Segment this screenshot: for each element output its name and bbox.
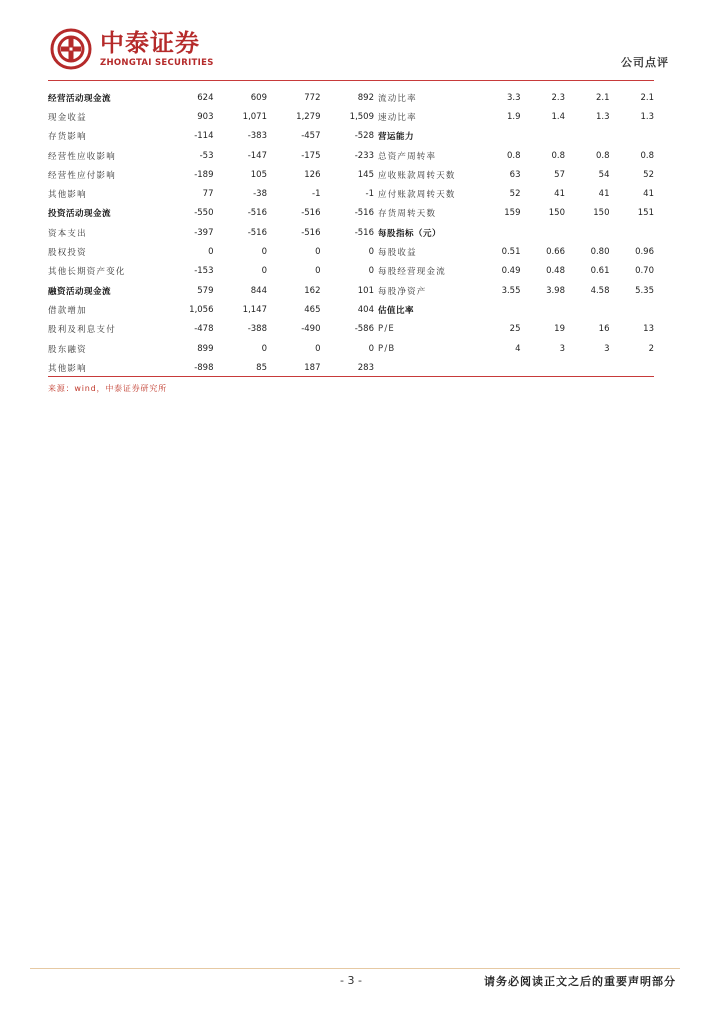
table-row — [374, 320, 654, 339]
cell-value: 772 — [304, 92, 321, 103]
cell-value: -516 — [247, 227, 267, 238]
cell-value: 13 — [643, 324, 654, 335]
cell-value: -490 — [301, 324, 321, 335]
table-row — [48, 300, 374, 319]
row-label: 经营性应付影响 — [48, 170, 116, 181]
cell-value: 0 — [261, 247, 267, 258]
cell-value: 2.1 — [595, 92, 610, 103]
row-label: 存货影响 — [48, 132, 87, 143]
table-row — [48, 339, 374, 358]
cell-value: 52 — [643, 169, 654, 180]
row-label: 每股经营现金流 — [378, 267, 446, 278]
cell-value: 0.8 — [551, 150, 565, 161]
logo-en-text: ZHONGTAI SECURITIES — [100, 57, 214, 68]
row-label: 每股指标（元） — [378, 228, 442, 239]
cell-value: 145 — [357, 169, 374, 180]
cell-value: 105 — [250, 169, 267, 180]
cell-value: 892 — [357, 92, 374, 103]
row-label: 股利及利息支付 — [48, 325, 116, 336]
cell-value: -53 — [199, 150, 214, 161]
cell-value: 3 — [559, 343, 565, 354]
row-label: 速动比率 — [378, 112, 417, 123]
cell-value: 2.3 — [551, 92, 565, 103]
table-row — [48, 358, 374, 377]
cell-value: 101 — [357, 285, 374, 296]
logo-cn-text: 中泰证券 — [100, 28, 200, 57]
cell-value: -1 — [312, 189, 321, 200]
row-label: 经营活动现金流 — [48, 93, 112, 104]
row-label: 股东融资 — [48, 344, 87, 355]
cell-value: 41 — [598, 189, 610, 200]
section-header-row — [48, 88, 374, 107]
cell-value: -516 — [354, 208, 374, 219]
cell-value: 63 — [509, 169, 521, 180]
cell-value: 0 — [315, 343, 321, 354]
cell-value: 0.66 — [546, 247, 565, 258]
table-row — [374, 184, 654, 203]
ratio-table — [374, 88, 654, 358]
cell-value: 0.8 — [640, 150, 654, 161]
table-row — [48, 165, 374, 184]
table-row — [48, 262, 374, 281]
row-label: 流动比率 — [378, 93, 417, 104]
cell-value: 3.55 — [501, 285, 521, 296]
cell-value: 624 — [197, 92, 214, 103]
section-header-row — [48, 281, 374, 300]
report-type-tag: 公司点评 — [621, 56, 669, 69]
row-label: P/E — [378, 324, 395, 335]
cell-value: 0.80 — [590, 247, 610, 258]
table-row — [48, 320, 374, 339]
cell-value: -516 — [301, 208, 321, 219]
cell-value: -383 — [247, 131, 267, 142]
table-row — [48, 146, 374, 165]
footer-divider — [30, 968, 680, 969]
cell-value: 0 — [261, 343, 267, 354]
cell-value: 1.4 — [551, 111, 565, 122]
row-label: 投资活动现金流 — [48, 209, 112, 220]
cell-value: -516 — [247, 208, 267, 219]
table-row — [374, 281, 654, 300]
row-label: 经营性应收影响 — [48, 151, 116, 162]
table-row — [374, 165, 654, 184]
cell-value: 899 — [197, 343, 214, 354]
cell-value: -516 — [301, 227, 321, 238]
cell-value: 85 — [256, 362, 267, 373]
cell-value: 609 — [250, 92, 267, 103]
table-bottom-divider — [48, 376, 654, 377]
cell-value: 0.49 — [501, 266, 521, 277]
cell-value: 150 — [548, 208, 565, 219]
cell-value: 25 — [509, 324, 521, 335]
row-label: P/B — [378, 343, 396, 354]
cell-value: -457 — [301, 131, 321, 142]
section-header-row — [374, 223, 654, 242]
cell-value: -388 — [247, 324, 267, 335]
cell-value: 0 — [368, 247, 374, 258]
financial-tables — [48, 88, 654, 374]
cell-value: -586 — [354, 324, 374, 335]
cell-value: -516 — [354, 227, 374, 238]
cell-value: 151 — [637, 208, 654, 219]
page-header — [0, 0, 724, 82]
cell-value: 1,056 — [189, 304, 214, 315]
cell-value: 187 — [304, 362, 321, 373]
cell-value: -550 — [194, 208, 214, 219]
cell-value: -189 — [194, 169, 214, 180]
table-row — [48, 223, 374, 242]
row-label: 估值比率 — [378, 305, 415, 316]
cell-value: 0 — [315, 266, 321, 277]
cell-value: 0 — [315, 247, 321, 258]
source-note: 来源：wind，中泰证券研究所 — [48, 384, 167, 393]
disclaimer-text: 请务必阅读正文之后的重要声明部分 — [484, 975, 676, 988]
row-label: 现金收益 — [48, 112, 87, 123]
table-row — [374, 107, 654, 126]
cell-value: 1,071 — [242, 111, 267, 122]
cell-value: 2.1 — [640, 92, 654, 103]
cell-value: 19 — [554, 324, 565, 335]
page-number: - 3 - — [340, 974, 362, 987]
cell-value: 77 — [202, 189, 214, 200]
row-label: 融资活动现金流 — [48, 286, 112, 297]
cell-value: 404 — [357, 304, 374, 315]
cell-value: 3.3 — [506, 92, 521, 103]
cell-value: 0.8 — [595, 150, 610, 161]
row-label: 股权投资 — [48, 248, 87, 259]
section-header-row — [374, 300, 654, 319]
cell-value: 0.48 — [546, 266, 565, 277]
cell-value: 0 — [208, 247, 214, 258]
cell-value: 16 — [598, 324, 610, 335]
row-label: 借款增加 — [48, 305, 87, 316]
cell-value: 159 — [504, 208, 521, 219]
table-row — [374, 242, 654, 261]
table-row — [374, 146, 654, 165]
cell-value: 126 — [304, 169, 321, 180]
cell-value: 41 — [554, 189, 565, 200]
table-row — [48, 242, 374, 261]
cell-value: 5.35 — [635, 285, 654, 296]
cell-value: 2 — [648, 343, 654, 354]
cell-value: 579 — [197, 285, 214, 296]
cell-value: 150 — [593, 208, 610, 219]
cell-value: -397 — [194, 227, 214, 238]
cell-value: -147 — [247, 150, 267, 161]
cell-value: -478 — [194, 324, 214, 335]
cell-value: 465 — [304, 304, 321, 315]
cash-flow-table — [48, 88, 374, 377]
cell-value: 52 — [509, 189, 521, 200]
cell-value: 4 — [515, 343, 521, 354]
cell-value: 903 — [197, 111, 214, 122]
cell-value: -114 — [194, 131, 214, 142]
cell-value: 844 — [250, 285, 267, 296]
cell-value: -233 — [354, 150, 374, 161]
cell-value: 162 — [304, 285, 321, 296]
table-row — [374, 204, 654, 223]
cell-value: 1,279 — [296, 111, 321, 122]
table-row — [374, 339, 654, 358]
row-label: 每股收益 — [378, 248, 417, 259]
section-header-row — [374, 127, 654, 146]
row-label: 每股净资产 — [378, 286, 427, 297]
cell-value: 0 — [261, 266, 267, 277]
cell-value: 54 — [598, 169, 610, 180]
row-label: 其他长期资产变化 — [48, 267, 126, 278]
cell-value: 0.70 — [635, 266, 654, 277]
cell-value: 1.3 — [640, 111, 654, 122]
company-logo — [50, 26, 214, 72]
row-label: 总资产周转率 — [378, 151, 437, 162]
cell-value: 0.51 — [501, 247, 521, 258]
cell-value: -528 — [354, 131, 374, 142]
cell-value: -175 — [301, 150, 321, 161]
row-label: 应付账款周转天数 — [378, 190, 456, 201]
cell-value: 41 — [643, 189, 654, 200]
cell-value: 1,147 — [242, 304, 267, 315]
cell-value: 3 — [604, 343, 610, 354]
table-row — [48, 107, 374, 126]
section-header-row — [48, 204, 374, 223]
cell-value: 0 — [368, 343, 374, 354]
cell-value: 1,509 — [349, 111, 374, 122]
cell-value: 283 — [357, 362, 374, 373]
header-divider — [48, 80, 654, 81]
cell-value: 0 — [368, 266, 374, 277]
cell-value: -898 — [194, 362, 214, 373]
table-row — [374, 262, 654, 281]
cell-value: 57 — [554, 169, 565, 180]
row-label: 资本支出 — [48, 228, 87, 239]
table-row — [48, 184, 374, 203]
cell-value: -1 — [365, 189, 374, 200]
row-label: 存货周转天数 — [378, 209, 437, 220]
row-label: 营运能力 — [378, 132, 415, 143]
cell-value: 0.61 — [590, 266, 610, 277]
cell-value: 1.3 — [595, 111, 610, 122]
cell-value: 3.98 — [546, 285, 565, 296]
cell-value: -153 — [194, 266, 214, 277]
cell-value: 1.9 — [506, 111, 521, 122]
row-label: 其他影响 — [48, 363, 87, 374]
cell-value: 0.8 — [506, 150, 521, 161]
row-label: 其他影响 — [48, 190, 87, 201]
cell-value: 4.58 — [590, 285, 610, 296]
cell-value: -38 — [253, 189, 267, 200]
row-label: 应收账款周转天数 — [378, 170, 456, 181]
table-row — [374, 88, 654, 107]
cell-value: 0.96 — [635, 247, 654, 258]
table-row — [48, 127, 374, 146]
zhongtai-logo-icon — [50, 28, 92, 70]
